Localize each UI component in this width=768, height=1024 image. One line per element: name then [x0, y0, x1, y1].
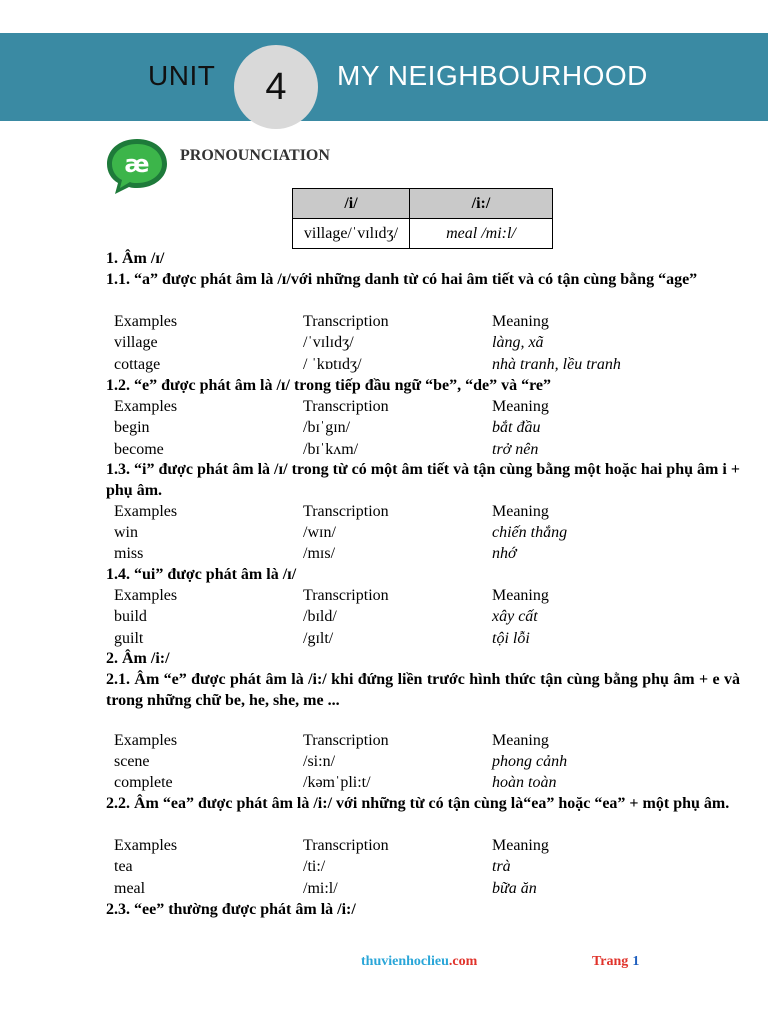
table-row — [114, 522, 740, 543]
ipa-header-short-i: /i/ — [293, 189, 410, 219]
col-meaning: Meaning — [492, 398, 549, 415]
col-transcription: Transcription — [303, 398, 389, 415]
col-transcription: Transcription — [303, 503, 389, 520]
col-examples: Examples — [114, 503, 178, 520]
meaning: bữa ăn — [492, 880, 537, 897]
logo-symbol: æ — [124, 150, 150, 178]
word: tea — [114, 858, 133, 875]
rule-2-2: 2.2. Âm “ea” được phát âm là /i:/ với những từ có tận cùng là“ea” hoặc “ea” + một phụ âm. — [106, 795, 730, 812]
col-meaning: Meaning — [492, 313, 549, 330]
meaning: hoàn toàn — [492, 774, 557, 791]
transcription: /ˈvɪlɪdʒ/ — [303, 334, 354, 351]
meaning: chiến thắng — [492, 524, 568, 541]
transcription: /mɪs/ — [303, 545, 336, 562]
meaning: trở nên — [492, 441, 539, 458]
meaning: làng, xã — [492, 334, 544, 351]
table-row — [114, 751, 740, 772]
table-row — [114, 606, 740, 627]
rule-1-3: 1.3. “i” được phát âm là /ɪ/ trong từ có một âm tiết và tận cùng bằng một hoặc hai phụ âm i + phụ âm. — [106, 461, 740, 499]
word: village — [114, 334, 158, 351]
rule-2-1: 2.1. Âm “e” được phát âm là /i:/ khi đứng liền trước hình thức tận cùng bằng phụ âm + e và trong những chữ be, he, she, me ... — [106, 671, 740, 709]
unit-label: UNIT — [148, 60, 216, 91]
col-transcription: Transcription — [303, 732, 389, 749]
table-header-row — [114, 501, 740, 522]
footer-page-indicator — [592, 954, 639, 970]
col-transcription: Transcription — [303, 587, 389, 604]
rule-1-4: 1.4. “ui” được phát âm là /ɪ/ — [106, 566, 297, 583]
table-row — [114, 628, 740, 649]
ipa-table — [292, 188, 553, 249]
meaning: phong cảnh — [492, 753, 568, 770]
unit-number-badge: 4 — [234, 45, 318, 129]
ipa-example-short-i: village/ˈvɪlɪdʒ/ — [293, 219, 410, 249]
word: become — [114, 441, 164, 458]
col-meaning: Meaning — [492, 503, 549, 520]
meaning: nhà tranh, lều tranh — [492, 356, 621, 373]
word: miss — [114, 545, 144, 562]
ipa-table-header-row — [293, 189, 553, 219]
ipa-example-long-i: meal /mi:l/ — [410, 219, 553, 249]
table-row — [114, 332, 740, 353]
table-row — [114, 856, 740, 877]
table-header-row — [114, 311, 740, 332]
meaning: xây cất — [492, 608, 538, 625]
heading-sound-long-i: 2. Âm /i:/ — [106, 650, 170, 667]
ipa-table-row — [293, 219, 553, 249]
transcription: /bɪld/ — [303, 608, 337, 625]
footer-website[interactable] — [361, 954, 477, 970]
transcription: /bɪˈgɪn/ — [303, 419, 351, 436]
col-meaning: Meaning — [492, 837, 549, 854]
rule-1-1: 1.1. “a” được phát âm là /ɪ/với những danh từ có hai âm tiết và có tận cùng bằng “age” — [106, 271, 698, 288]
col-examples: Examples — [114, 313, 178, 330]
meaning: nhớ — [492, 545, 517, 562]
word: begin — [114, 419, 150, 436]
word: cottage — [114, 356, 161, 373]
col-examples: Examples — [114, 587, 178, 604]
col-examples: Examples — [114, 837, 178, 854]
col-transcription: Transcription — [303, 313, 389, 330]
table-row — [114, 354, 740, 375]
table-header-row — [114, 835, 740, 856]
table-header-row — [114, 396, 740, 417]
page-label: Trang — [592, 954, 629, 969]
word: scene — [114, 753, 150, 770]
rule-2-3: 2.3. “ee” thường được phát âm là /i:/ — [106, 901, 356, 918]
transcription: /bɪˈkʌm/ — [303, 441, 359, 458]
footer-site-tld: .com — [448, 954, 478, 969]
table-header-row — [114, 730, 740, 751]
ipa-header-long-i: /i:/ — [410, 189, 553, 219]
table-row — [114, 772, 740, 793]
col-examples: Examples — [114, 398, 178, 415]
heading-sound-short-i: 1. Âm /ɪ/ — [106, 250, 165, 267]
speech-bubble-icon — [104, 136, 170, 198]
transcription: /wɪn/ — [303, 524, 336, 541]
section-title: PRONOUNCIATION — [180, 147, 330, 164]
page-number: 1 — [632, 954, 640, 969]
footer-site-name: thuvienhoclieu — [361, 954, 449, 969]
meaning: bắt đầu — [492, 419, 541, 436]
transcription: /mi:l/ — [303, 880, 338, 897]
transcription: /ti:/ — [303, 858, 326, 875]
word: complete — [114, 774, 173, 791]
unit-title: MY NEIGHBOURHOOD — [337, 60, 648, 91]
meaning: tội lỗi — [492, 630, 530, 647]
word: guilt — [114, 630, 144, 647]
word: meal — [114, 880, 146, 897]
transcription: / ˈkɒtɪdʒ/ — [303, 356, 362, 373]
rule-1-2: 1.2. “e” được phát âm là /ɪ/ trong tiếp đầu ngữ “be”, “de” và “re” — [106, 377, 551, 394]
table-row — [114, 878, 740, 899]
transcription: /si:n/ — [303, 753, 336, 770]
table-row — [114, 417, 740, 438]
transcription: /kəmˈpli:t/ — [303, 774, 371, 791]
transcription: /gɪlt/ — [303, 630, 334, 647]
col-transcription: Transcription — [303, 837, 389, 854]
col-examples: Examples — [114, 732, 178, 749]
table-header-row — [114, 585, 740, 606]
word: win — [114, 524, 138, 541]
col-meaning: Meaning — [492, 732, 549, 749]
col-meaning: Meaning — [492, 587, 549, 604]
meaning: trà — [492, 858, 511, 875]
table-row — [114, 543, 740, 564]
table-row — [114, 439, 740, 460]
word: build — [114, 608, 147, 625]
